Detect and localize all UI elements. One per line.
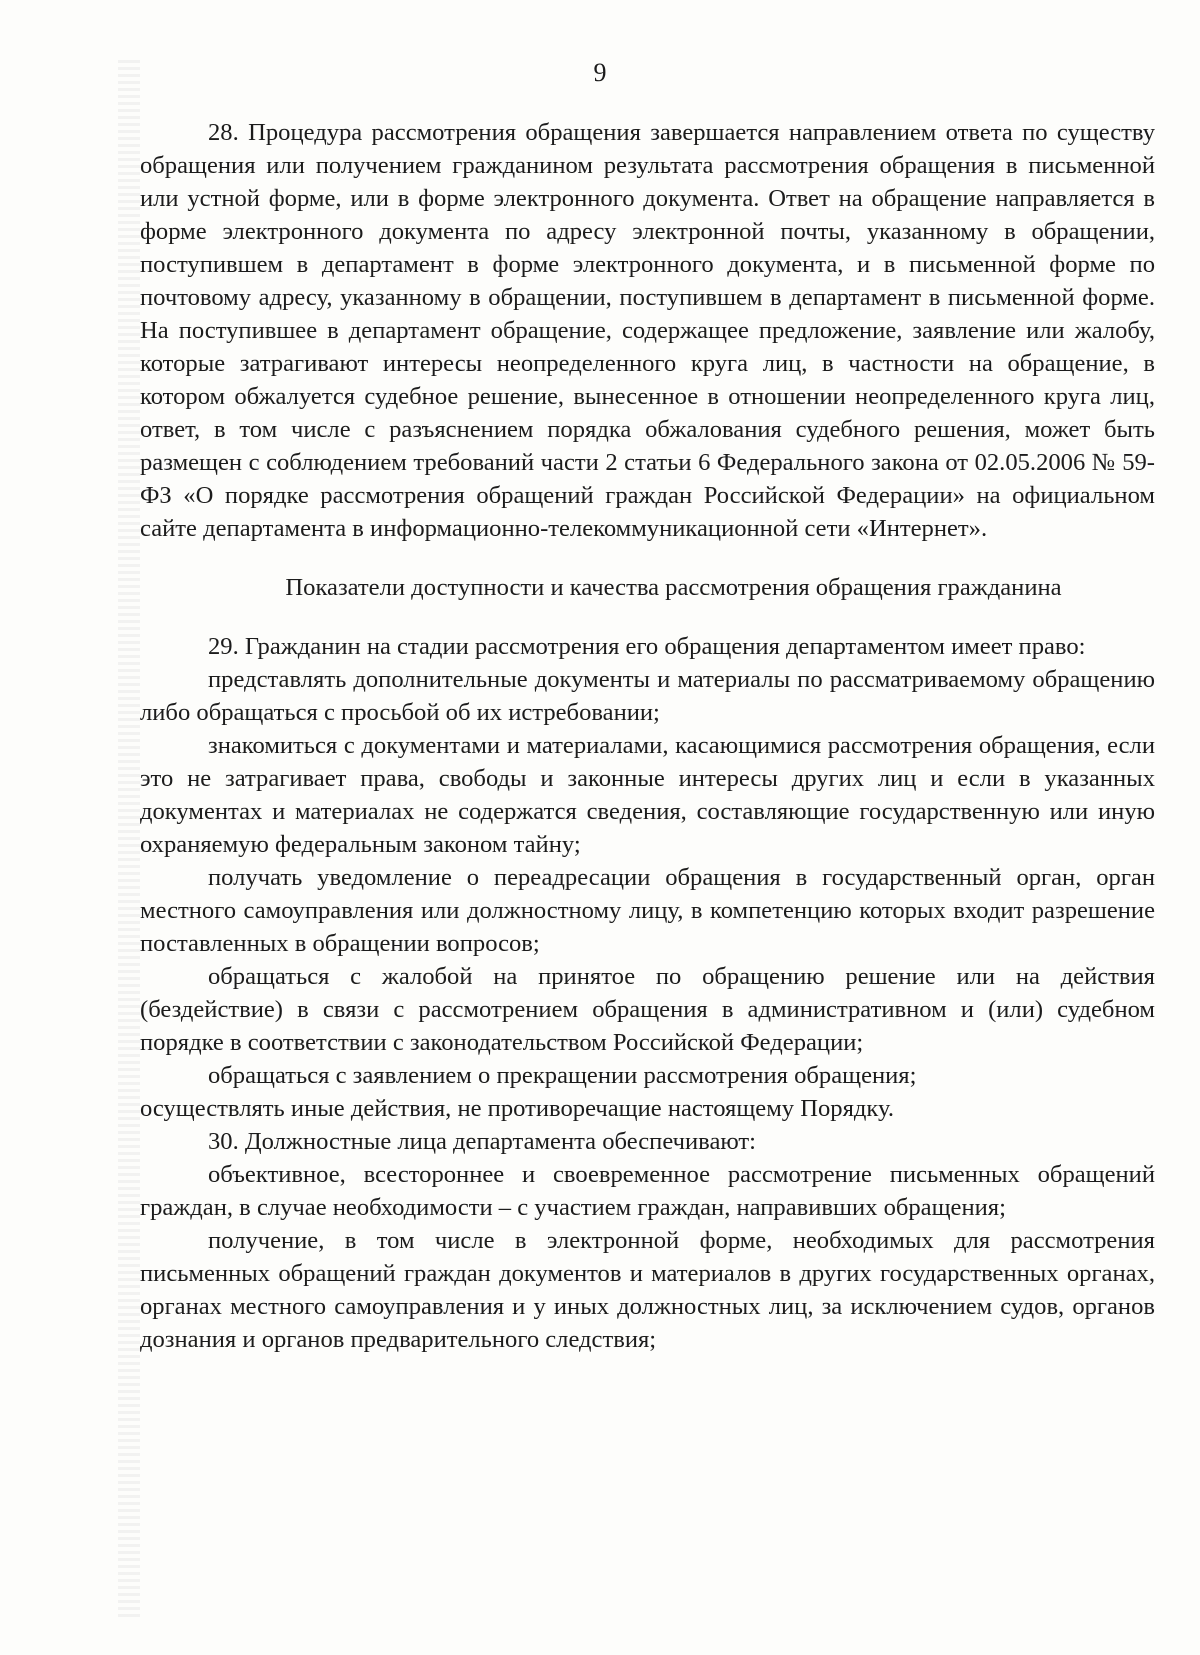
paragraph-30: 30. Должностные лица департамента обеспечивают:	[208, 1128, 757, 1155]
duty-item-1: объективное, всестороннее и своевременное рассмотрение письменных обращений граждан, в случае необходимости – с участием граждан, направивших обращения;	[140, 1161, 1155, 1221]
paragraph-29: 29. Гражданин на стадии рассмотрения его обращения департаментом имеет право:	[208, 633, 1086, 660]
paragraph-28: 28. Процедура рассмотрения обращения завершается направлением ответа по существу обращения или получением гражданином результата рассмотрения обращения в письменной или устной форме, или в форме электронного документа. Ответ на обращение направляется в форме электронного документа по адресу электронной почты, указанному в обращении, поступившем в департамент в форме электронного документа, и в письменной форме по почтовому адресу, указанному в обращении, поступившем в департамент в письменной форме. На поступившее в департамент обращение, содержащее предложение, заявление или жалобу, которые затрагивают интересы неопределенного круга лиц, в частности на обращение, в котором обжалуется судебное решение, вынесенное в отношении неопределенного круга лиц, ответ, в том числе с разъяснением порядка обжалования судебного решения, может быть размещен с соблюдением требований части 2 статьи 6 Федерального закона от 02.05.2006 № 59-ФЗ «О порядке рассмотрения обращений граждан Российской Федерации» на официальном сайте департамента в информационно-телекоммуникационной сети «Интернет».	[140, 119, 1155, 542]
document-body	[140, 116, 1155, 1356]
list-item-right-6: осуществлять иные действия, не противоречащие настоящему Порядку.	[140, 1095, 894, 1122]
list-item-right-2: знакомиться с документами и материалами, касающимися рассмотрения обращения, если это не затрагивает права, свободы и законные интересы других лиц и если в указанных документах и материалах не содержатся сведения, составляющие государственную или иную охраняемую федеральным законом тайну;	[140, 732, 1155, 858]
list-item-right-4: обращаться с жалобой на принятое по обращению решение или на действия (бездействие) в связи с рассмотрением обращения в административном и (или) судебном порядке в соответствии с законодательством Российской Федерации;	[140, 963, 1155, 1056]
section-heading: Показатели доступности и качества рассмотрения обращения гражданина	[285, 574, 1062, 601]
list-item-right-1: представлять дополнительные документы и материалы по рассматриваемому обращению либо обращаться с просьбой об их истребовании;	[140, 666, 1155, 726]
list-item-right-5: обращаться с заявлением о прекращении рассмотрения обращения;	[208, 1062, 917, 1089]
page-number: 9	[593, 58, 607, 87]
list-item-right-3: получать уведомление о переадресации обращения в государственный орган, орган местного самоуправления или должностному лицу, в компетенцию которых входит разрешение поставленных в обращении вопросов;	[140, 864, 1155, 957]
duty-item-2: получение, в том числе в электронной форме, необходимых для рассмотрения письменных обращений граждан документов и материалов в других государственных органах, органах местного самоуправления и у иных должностных лиц, за исключением судов, органов дознания и органов предварительного следствия;	[140, 1227, 1155, 1353]
scan-edge-artifact	[118, 60, 140, 1620]
